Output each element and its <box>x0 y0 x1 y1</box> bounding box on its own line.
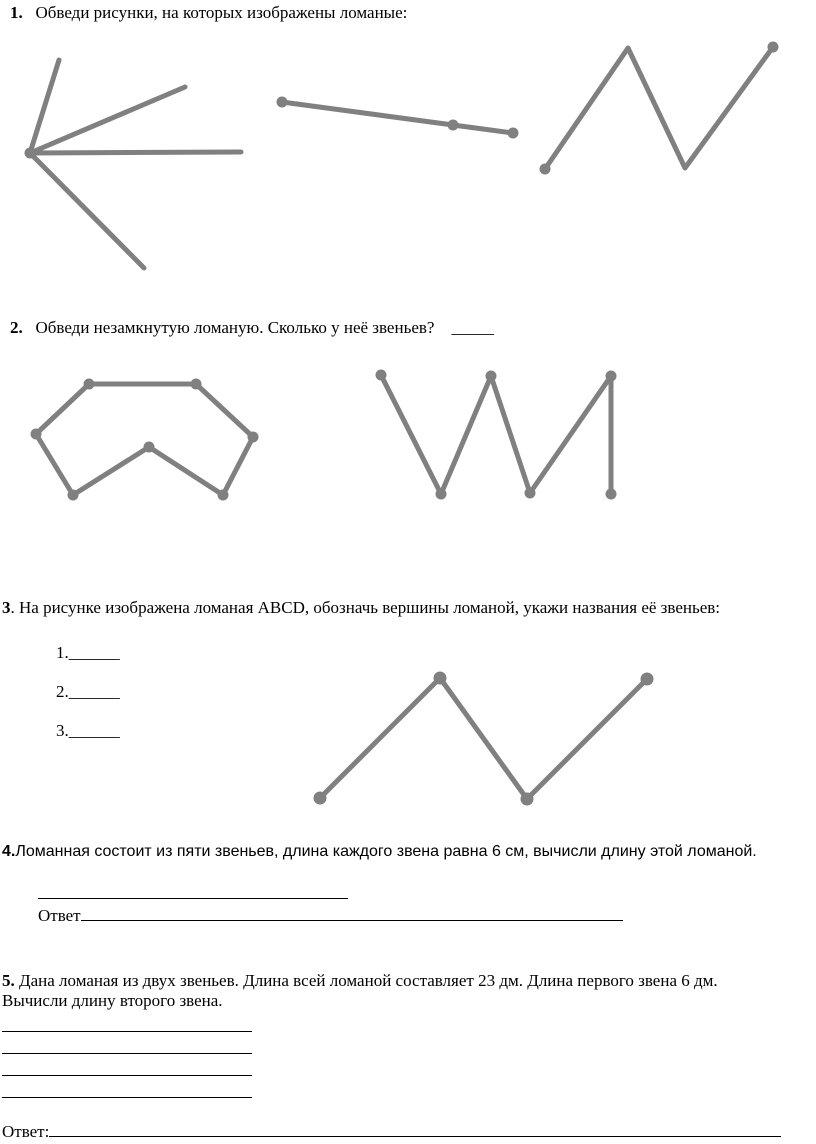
task4-heading <box>2 842 757 862</box>
task2-answer-blank[interactable]: _____ <box>451 318 494 337</box>
task5-number: 5. <box>2 971 15 990</box>
task5-solution-line-3[interactable] <box>2 1075 252 1076</box>
task5-text-line2: Вычисли длину второго звена. <box>2 991 223 1010</box>
task5-solution-line-2[interactable] <box>2 1053 252 1054</box>
task5-solution-line-1[interactable] <box>2 1031 252 1032</box>
task2-number: 2. <box>10 318 23 337</box>
task5-answer-row <box>2 1122 781 1142</box>
task2-text: Обведи незамкнутую ломаную. Сколько у неё звеньев? <box>35 318 435 337</box>
task5-answer-field[interactable] <box>49 1122 781 1137</box>
task4-solution-line[interactable] <box>38 898 348 899</box>
task5-answer-label: Ответ: <box>2 1122 50 1141</box>
task5-solution-line-4[interactable] <box>2 1097 252 1098</box>
task3-polyline-abcd[interactable] <box>314 672 654 806</box>
task4-answer-row <box>38 906 623 926</box>
task3-answer-3[interactable]: 3.______ <box>56 721 120 740</box>
task4-answer-label: Ответ <box>38 906 81 925</box>
task4-text: Ломанная состоит из пяти звеньев, длина каждого звена равна 6 см, вычисли длину этой ломаной. <box>15 843 757 860</box>
task3-answer-1[interactable]: 1.______ <box>56 643 120 662</box>
task1-number: 1. <box>10 3 23 22</box>
task5-heading <box>2 971 718 991</box>
task5-text-line1: Дана ломаная из двух звеньев. Длина всей ломаной составляет 23 дм. Длина первого звена 6 дм. <box>14 971 718 990</box>
task3-text: . На рисунке изображена ломаная ABCD, обозначь вершины ломаной, укажи названия её звеньев: <box>10 598 721 617</box>
task1-text: Обведи рисунки, на которых изображены ломаные: <box>35 3 408 22</box>
task3-number: 3 <box>2 598 11 617</box>
task4-number: 4. <box>2 843 16 860</box>
task3-answer-2[interactable]: 2.______ <box>56 682 120 701</box>
task4-answer-field[interactable] <box>81 906 623 921</box>
